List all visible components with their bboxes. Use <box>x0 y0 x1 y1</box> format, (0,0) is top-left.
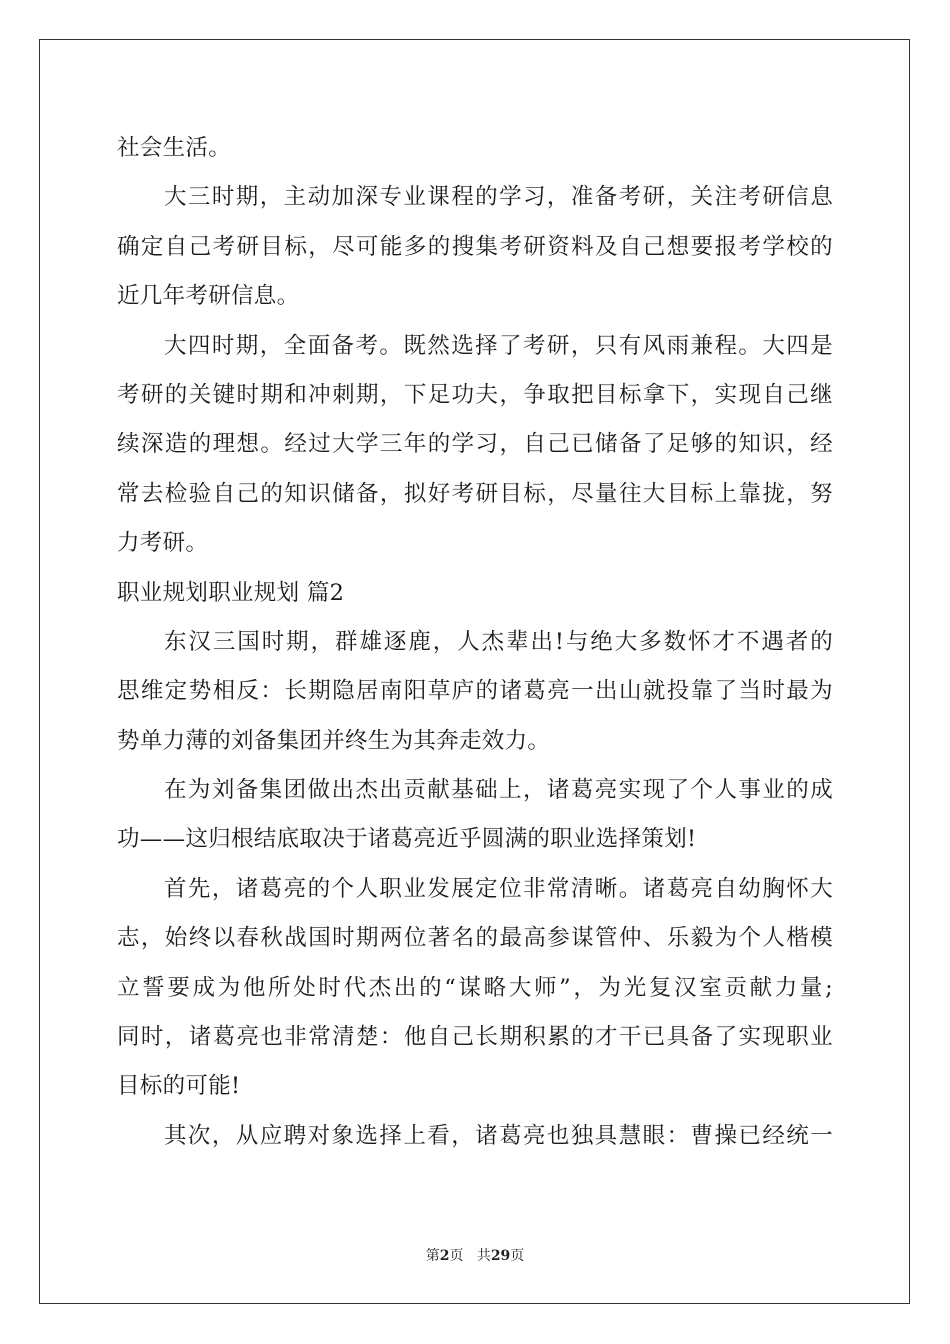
text-line: 大四时期，全面备考。既然选择了考研，只有风雨兼程。大四是 <box>164 332 833 359</box>
text-line: 确定自己考研目标，尽可能多的搜集考研资料及自己想要报考学校的 <box>117 233 833 260</box>
text-line: 东汉三国时期，群雄逐鹿，人杰辈出!与绝大多数怀才不遇者的 <box>164 628 833 655</box>
section-heading: 职业规划职业规划 篇2 <box>117 579 345 606</box>
document-body <box>117 124 833 1161</box>
text-line: 在为刘备集团做出杰出贡献基础上，诸葛亮实现了个人事业的成 <box>164 777 833 804</box>
page-label-prefix: 第 <box>425 1248 440 1264</box>
text-line: 大三时期，主动加深专业课程的学习，准备考研，关注考研信息 <box>164 184 833 211</box>
total-label-suffix: 页 <box>510 1248 525 1264</box>
text-line: 其次，从应聘对象选择上看，诸葛亮也独具慧眼：曹操已经统一 <box>164 1122 833 1149</box>
text-line: 常去检验自己的知识储备，拟好考研目标，尽量往大目标上靠拢，努 <box>117 480 833 507</box>
page-label-suffix: 页 <box>449 1248 464 1264</box>
text-line: 思维定势相反：长期隐居南阳草庐的诸葛亮一出山就投靠了当时最为 <box>117 678 833 705</box>
text-line: 志，始终以春秋战国时期两位著名的最高参谋管仲、乐毅为个人楷模 <box>117 925 833 952</box>
text-line: 功——这归根结底取决于诸葛亮近乎圆满的职业选择策划! <box>117 826 697 853</box>
text-line: 考研的关键时期和冲刺期，下足功夫，争取把目标拿下，实现自己继 <box>117 381 833 408</box>
page-number: 2 <box>439 1248 450 1264</box>
page-footer <box>0 1246 950 1266</box>
text-line: 势单力薄的刘备集团并终生为其奔走效力。 <box>117 727 551 754</box>
text-line: 立誓要成为他所处时代杰出的“谋略大师”，为光复汉室贡献力量; <box>117 974 833 1001</box>
total-label-prefix: 共 <box>476 1248 491 1264</box>
text-line: 首先，诸葛亮的个人职业发展定位非常清晰。诸葛亮自幼胸怀大 <box>164 875 833 902</box>
text-line: 力考研。 <box>117 530 209 557</box>
text-line: 目标的可能! <box>117 1073 241 1100</box>
text-line: 社会生活。 <box>117 135 232 161</box>
text-line: 续深造的理想。经过大学三年的学习，自己已储备了足够的知识，经 <box>117 431 833 458</box>
text-line: 近几年考研信息。 <box>117 283 300 310</box>
text-line: 同时，诸葛亮也非常清楚：他自己长期积累的才干已具备了实现职业 <box>117 1024 833 1051</box>
total-pages: 29 <box>490 1248 511 1264</box>
